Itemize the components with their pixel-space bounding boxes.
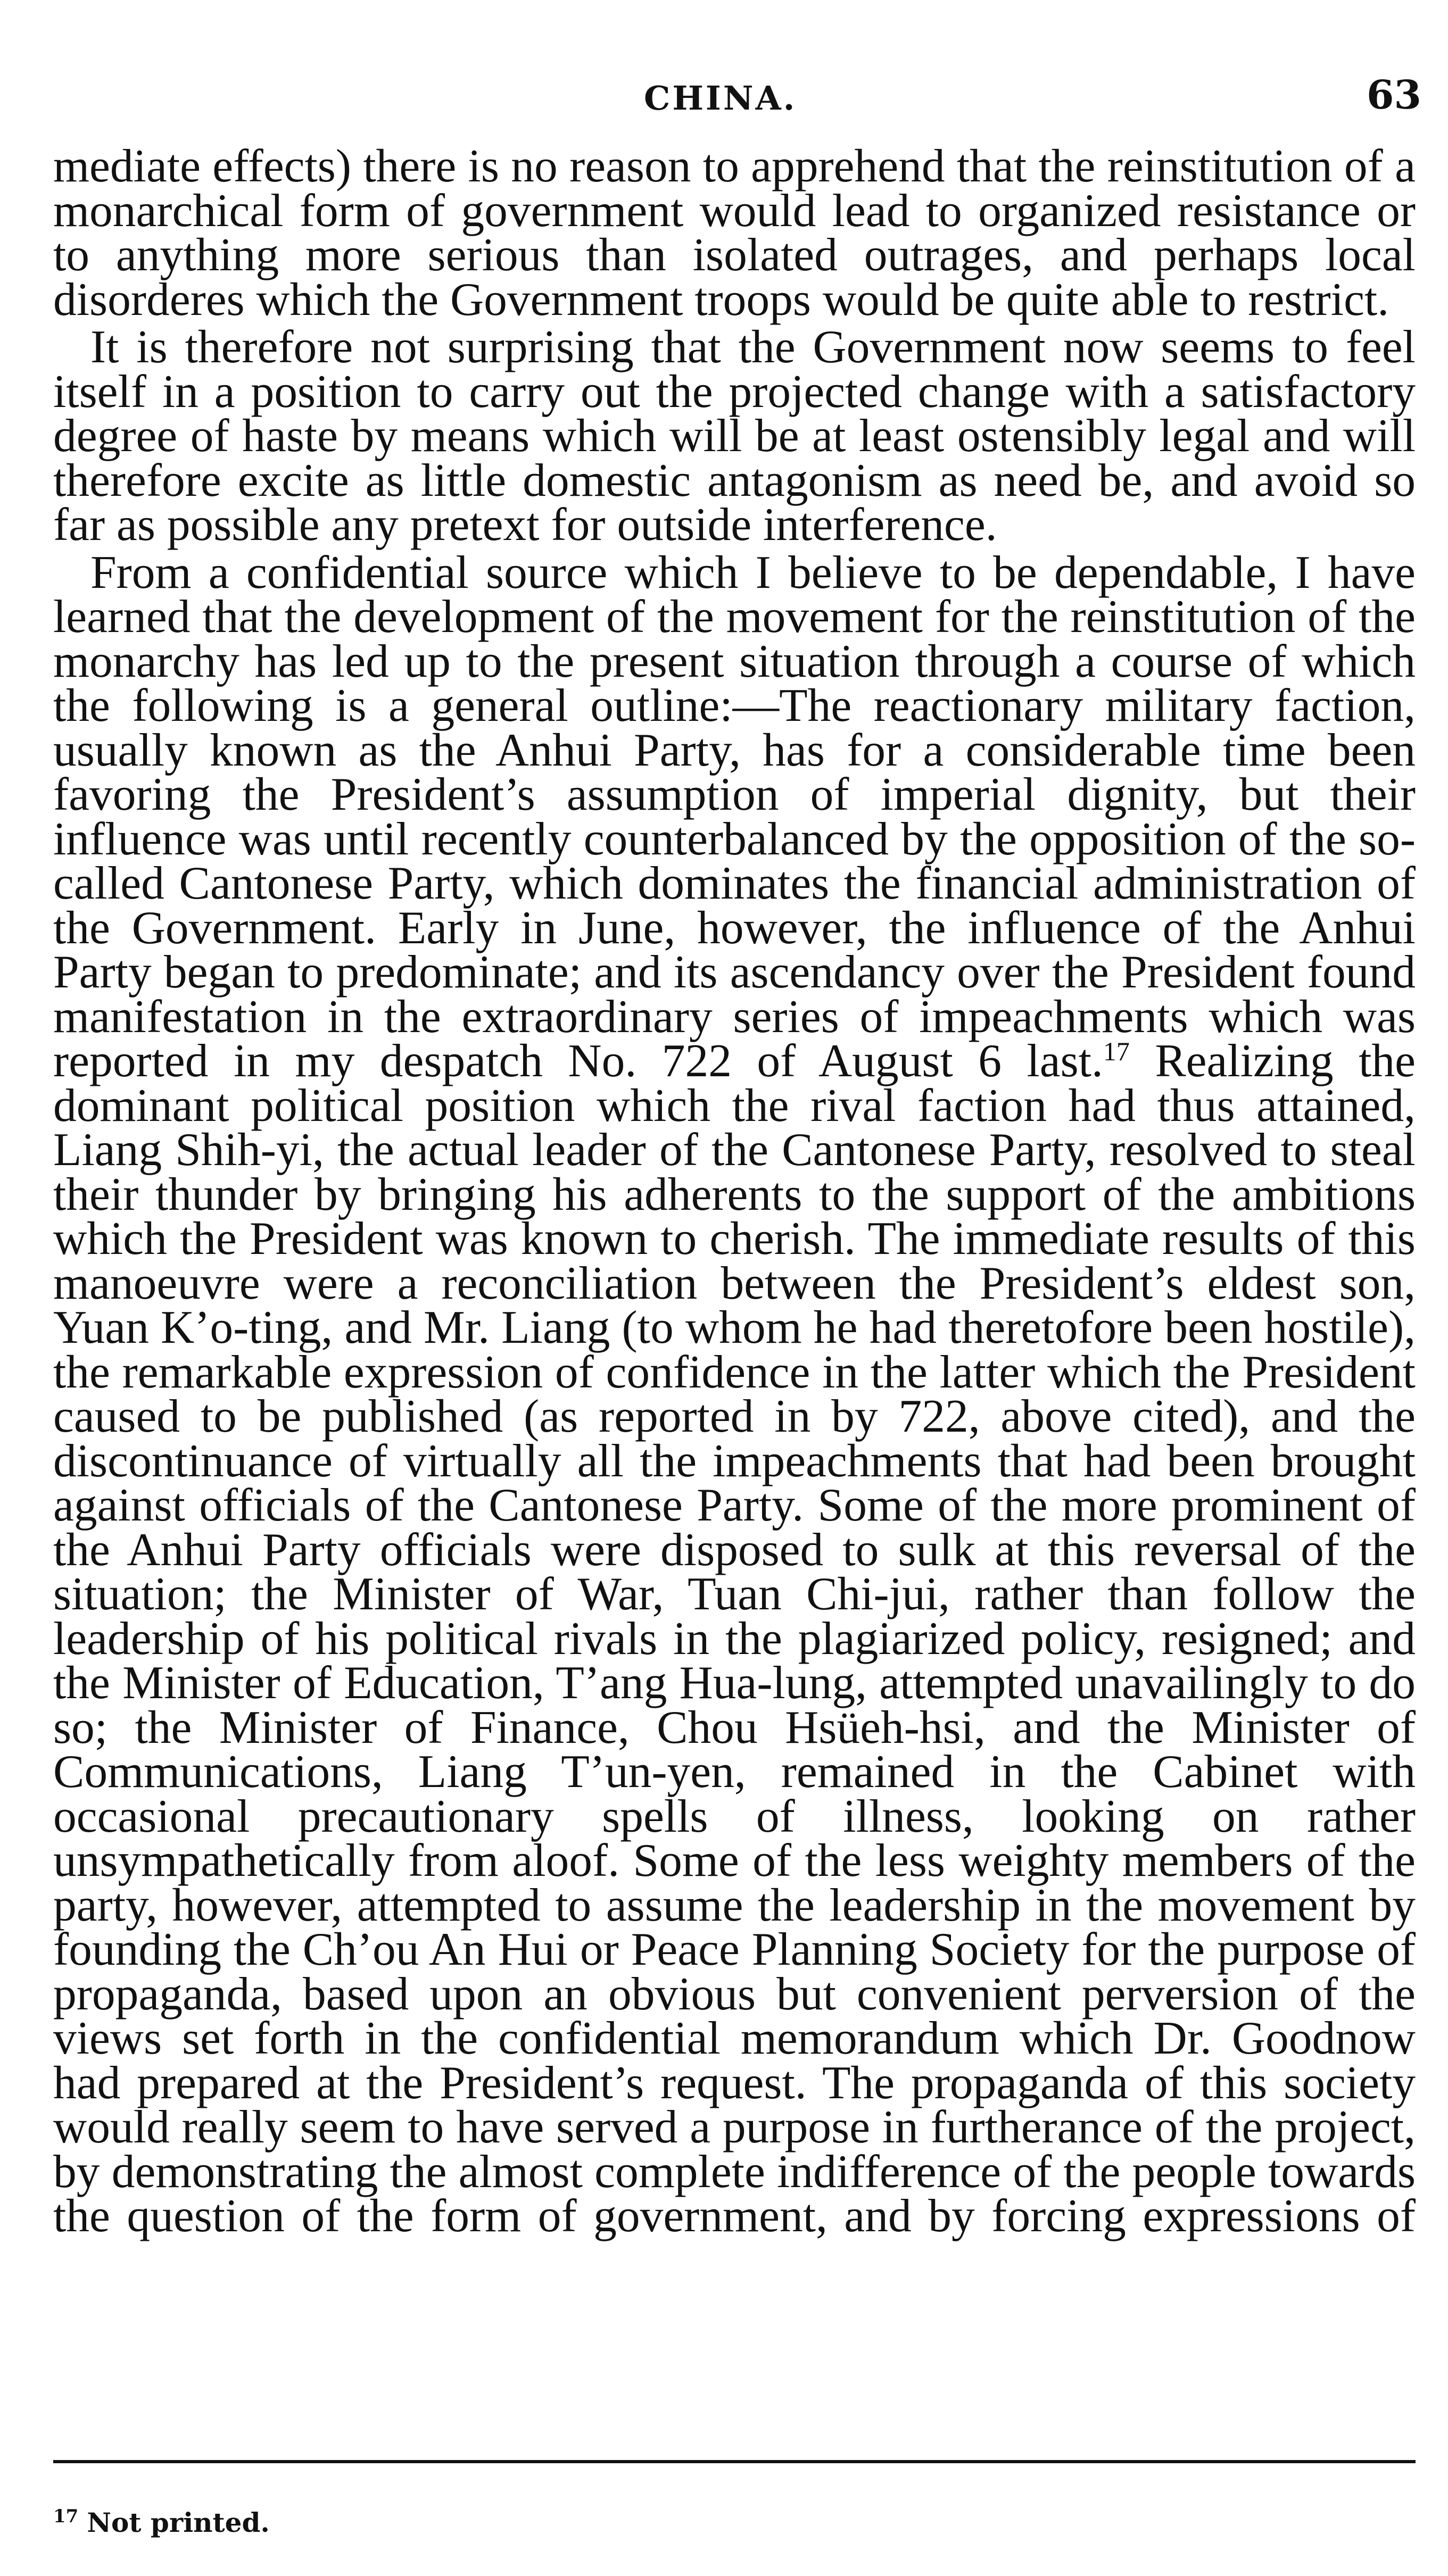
paragraph-1 [53,140,1416,325]
footnote-marker: 17 [53,2506,79,2527]
running-title: CHINA. [644,79,797,118]
paragraph-3 [53,546,1416,2241]
paragraph-3-text-part-2: Realizing the dominant political position which the rival faction had thus attained, Liang Shih-yi, the actual leader of the Cantonese Party, resolved to steal their thunder by bringing his adherents to the support of the ambitions which the President was known to cherish. The immediate results of this manoeuvre were a reconciliation between the President’s eldest son, Yuan K’o-ting, and Mr. Liang (to whom he had theretofore been hostile), the remarkable expression of confidence in the latter which the President caused to be published (as reported in by 722, above cited), and the discontinuance of virtually all the impeachments that had been brought against officials of the Cantonese Party. Some of the more prominent of the Anhui Party officials were disposed to sulk at this reversal of the situation; the Minister of War, Tuan Chi-jui, rather than follow the leadership of his political rivals in the plagiarized policy, resigned; and the Minister of Education, T’ang Hua-lung, attempted unavailingly to do so; the Minister of Finance, Chou Hsüeh-hsi, and the Minister of Communications, Liang T’un-yen, remained in the Cabinet with occasional precautionary spells of illness, looking on rather unsympathetically from aloof. Some of the less weighty members of the party, however, attempted to assume the leadership in the movement by founding the Ch’ou An Hui or Peace Planning Society for the purpose of propaganda, based upon an obvious but convenient perversion of the views set forth in the confidential memorandum which Dr. Goodnow had prepared at the President’s request. The propaganda of this society would really seem to have served a purpose in furtherance of the project, by demonstrating the almost complete indifference of the people towards the question of the form of government, and by forcing expressions of [53,1035,1416,2241]
page-number: 63 [1367,72,1421,118]
footnote-divider [53,2460,1416,2463]
body-text [53,140,1416,2241]
paragraph-1-text: mediate effects) there is no reason to apprehend that the reinstitution of a monarchical form of government would lead to organized resistance or to anything more serious than isolated outrages, and perhaps local disorderes which the Government troops would be quite able to restrict. [53,140,1416,325]
footnote-reference[interactable]: 17 [1103,1036,1130,1066]
paragraph-3-text-part-1: From a confidential source which I believe to be dependable, I have learned that the development of the movement for the reinstitution of the monarchy has led up to the present situation through a course of which the following is a general outline:—The reactionary military faction, usually known as the Anhui Party, has for a considerable time been favoring the President’s assumption of imperial dignity, but their influence was until recently counterbalanced by the opposition of the so-called Cantonese Party, which dominates the financial administration of the Government. Early in June, however, the influence of the Anhui Party began to predominate; and its ascendancy over the President found manifestation in the extraordinary series of impeachments which was reported in my despatch No. 722 of August 6 last. [53,546,1416,1086]
paragraph-2-text: It is therefore not surprising that the Government now seems to feel itself in a position to carry out the projected change with a satisfactory degree of haste by means which will be at least ostensibly legal and will therefore excite as little domestic antagonism as need be, and avoid so far as possible any pretext for outside interference. [53,321,1416,550]
paragraph-2 [53,321,1416,550]
footnote [53,2507,270,2538]
running-head [0,69,1448,122]
footnote-text: Not printed. [87,2507,270,2538]
